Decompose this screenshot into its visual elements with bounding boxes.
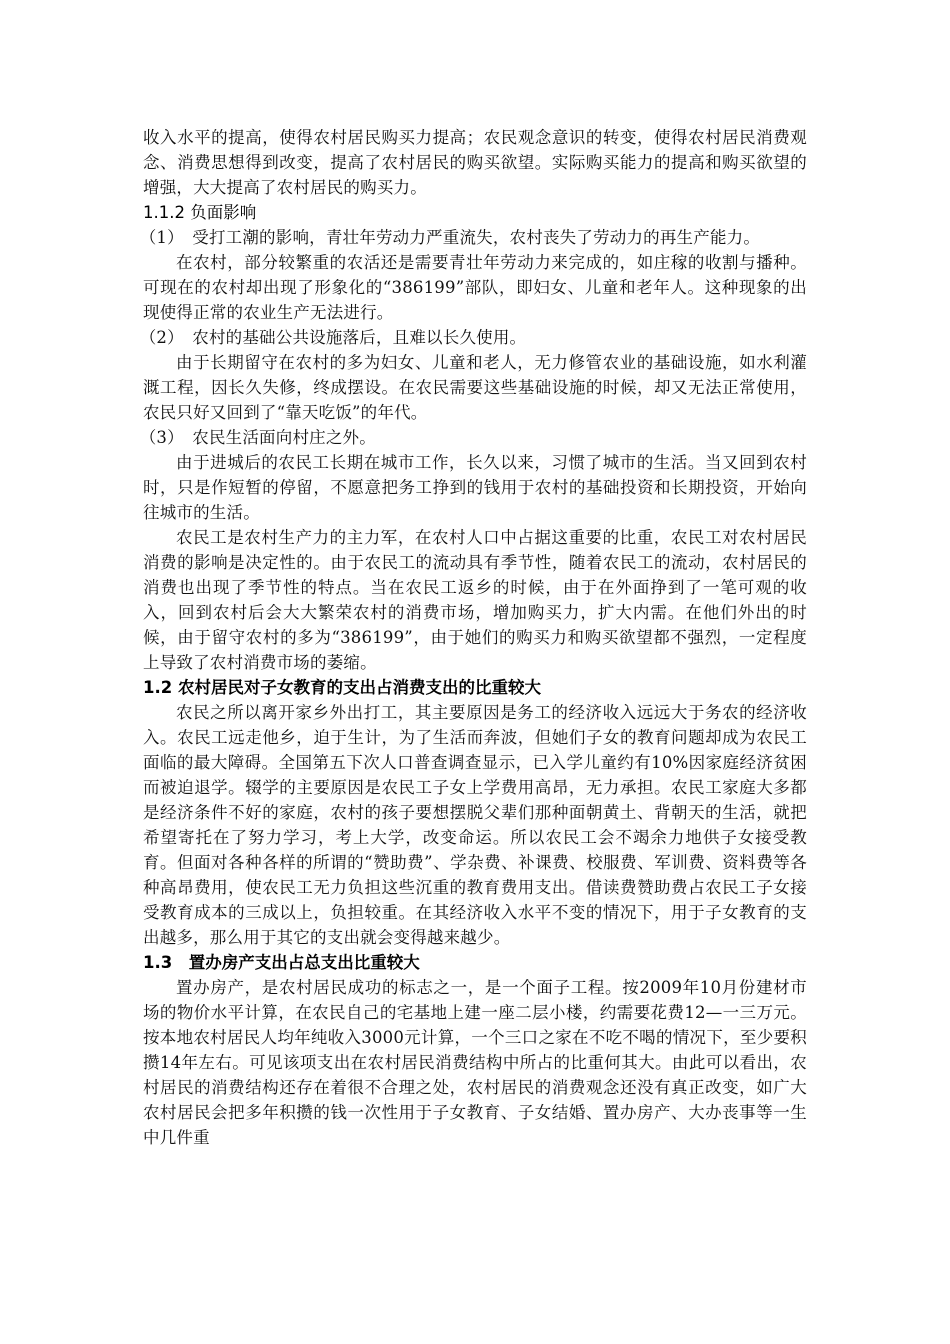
paragraph-city-life: 由于进城后的农民工长期在城市工作，长久以来，习惯了城市的生活。当又回到农村时，只是作短暂的停留，不愿意把务工挣到的钱用于农村的基础投资和长期投资，开始向往城市的生活。 [143,453,807,522]
document-body [139,125,807,1150]
paragraph-housing: 置办房产，是农村居民成功的标志之一，是一个面子工程。按2009年10月份建材市场的物价水平计算，在农民自己的宅基地上建一座二层小楼，约需要花费12—一三万元。按本地农村居民人均年纯收入3000元计算，一个三口之家在不吃不喝的情况下，至少要积攒14年左右。可见该项支出在农村居民消费结构中所占的比重何其大。由此可以看出，农村居民的消费结构还存在着很不合理之处，农村居民的消费观念还没有真正改变，如广大农村居民会把多年积攒的钱一次性用于子女教育、子女结婚、置办房产、大办丧事等一生中几件重 [143,978,807,1147]
heading-1-1-2: 1.1.2 负面影响 [143,203,257,222]
list-item-3: （3） 农民生活面向村庄之外。 [139,428,376,447]
paragraph-farm-labor: 在农村，部分较繁重的农活还是需要青壮年劳动力来完成的，如庄稼的收割与播种。可现在的农村却出现了形象化的“386199”部队，即妇女、儿童和老年人。这种现象的出现使得正常的农业生产无法进行。 [143,253,807,322]
paragraph-migrant-workers: 农民工是农村生产力的主力军，在农村人口中占据这重要的比重，农民工对农村居民消费的影响是决定性的。由于农民工的流动具有季节性，随着农民工的流动，农村居民的消费也出现了季节性的特点。当在农民工返乡的时候，由于在外面挣到了一笔可观的收入，回到农村后会大大繁荣农村的消费市场，增加购买力，扩大内需。在他们外出的时候，由于留守农村的多为“386199”，由于她们的购买力和购买欲望都不强烈，一定程度上导致了农村消费市场的萎缩。 [143,528,807,672]
heading-1-2: 1.2 农村居民对子女教育的支出占消费支出的比重较大 [143,678,541,697]
paragraph-income-continuation: 收入水平的提高，使得农村居民购买力提高；农民观念意识的转变，使得农村居民消费观念、消费思想得到改变，提高了农村居民的购买欲望。实际购买能力的提高和购买欲望的增强，大大提高了农村居民的购买力。 [143,128,807,197]
list-item-1: （1） 受打工潮的影响，青壮年劳动力严重流失，农村丧失了劳动力的再生产能力。 [139,228,761,247]
list-item-2: （2） 农村的基础公共设施落后，且难以长久使用。 [139,328,527,347]
paragraph-education: 农民之所以离开家乡外出打工，其主要原因是务工的经济收入远远大于务农的经济收入。农民工远走他乡，迫于生计，为了生活而奔波，但她们子女的教育问题却成为农民工面临的最大障碍。全国第五下次人口普查调查显示，已入学儿童约有10%因家庭经济贫困而被迫退学。辍学的主要原因是农民工子女上学费用高昂，无力承担。农民工家庭大多都是经济条件不好的家庭，农村的孩子要想摆脱父辈们那种面朝黄土、背朝天的生活，就把希望寄托在了努力学习，考上大学，改变命运。所以农民工会不竭余力地供子女接受教育。但面对各种各样的所谓的“赞助费”、学杂费、补课费、校服费、军训费、资料费等各种高昂费用，使农民工无力负担这些沉重的教育费用支出。借读费赞助费占农民工子女接受教育成本的三成以上，负担较重。在其经济收入水平不变的情况下，用于子女教育的支出越多，那么用于其它的支出就会变得越来越少。 [143,703,807,947]
paragraph-infrastructure: 由于长期留守在农村的多为妇女、儿童和老人，无力修管农业的基础设施，如水利灌溉工程，因长久失修，终成摆设。在农民需要这些基础设施的时候，却又无法正常使用，农民只好又回到了“靠天吃饭”的年代。 [143,353,807,422]
heading-1-3: 1.3 置办房产支出占总支出比重较大 [143,953,420,972]
